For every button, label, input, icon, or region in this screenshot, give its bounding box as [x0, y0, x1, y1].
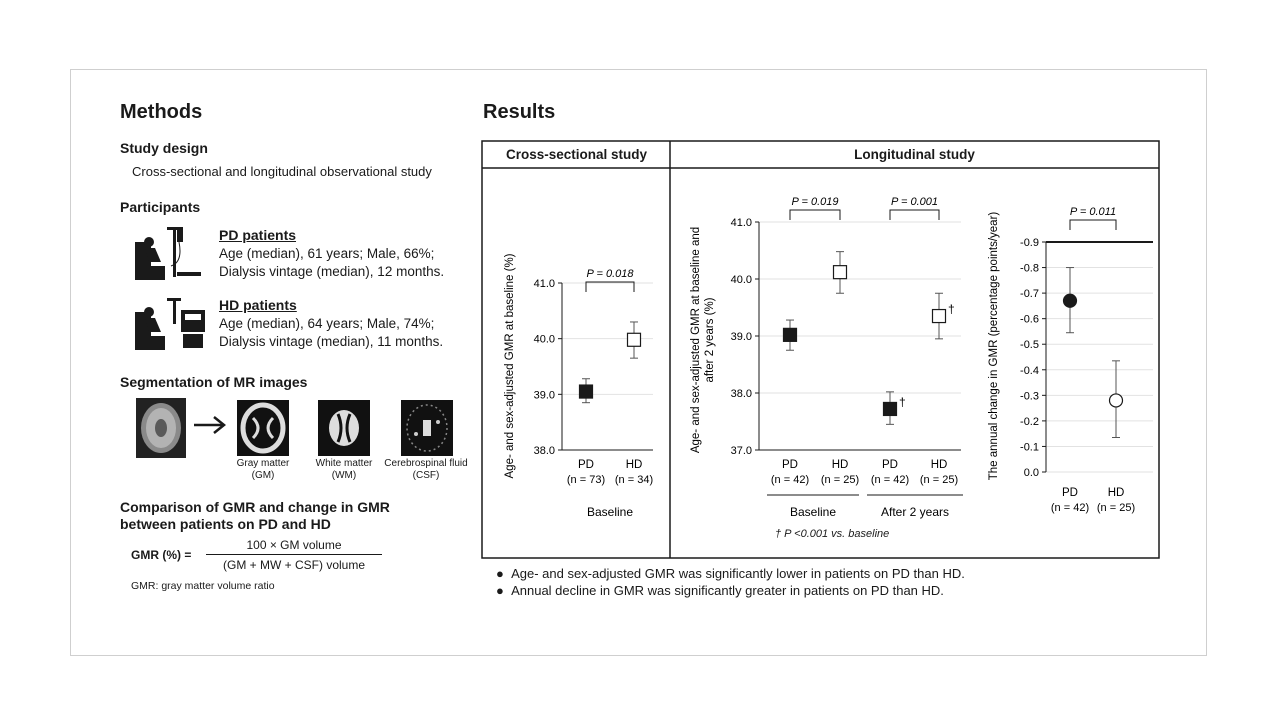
mr-brain-image	[136, 398, 186, 458]
c1-tick-label-3: 41.0	[533, 278, 555, 290]
c2-dagger-3: †	[948, 302, 955, 317]
cross-sectional-header: Cross-sectional study	[505, 147, 648, 162]
c2-group-3-n: (n = 25)	[919, 474, 959, 486]
c3-tick-label-8: -0.8	[1020, 262, 1039, 275]
c3-group-0-n: (n = 42)	[1050, 502, 1090, 514]
pd-line1: Age (median), 61 years; Male, 66%;	[219, 246, 435, 261]
c1-group-1-label: HD	[625, 459, 643, 471]
c3-group-0-label: PD	[1062, 487, 1078, 499]
comparison-heading-1: Comparison of GMR and change in GMR	[120, 499, 390, 515]
study-design-heading: Study design	[120, 140, 208, 156]
c3-tick-label-7: -0.7	[1020, 288, 1039, 301]
formula-lhs: GMR (%) =	[131, 548, 192, 562]
c2-tick-label-0: 37.0	[730, 445, 752, 457]
c2-tick-label-4: 41.0	[730, 217, 752, 229]
c2-bracket-baseline-label: P = 0.019	[791, 196, 839, 208]
arrow-right-icon	[192, 413, 228, 437]
c2-point-0	[784, 328, 797, 341]
c1-point-1	[628, 333, 641, 346]
gm-label-1: Gray matter	[236, 458, 290, 469]
hd-patient-icon	[133, 294, 213, 352]
c2-ylabel-2: after 2 years (%)	[704, 297, 716, 383]
chart-cross-sectional	[483, 170, 669, 555]
longitudinal-header: Longitudinal study	[854, 147, 975, 162]
c1-tick-label-0: 38.0	[533, 445, 555, 457]
gm-label-2: (GM)	[251, 470, 275, 481]
c2-dagger-2: †	[899, 394, 906, 409]
wm-label	[308, 458, 380, 482]
c1-tick-label-1: 39.0	[533, 389, 555, 402]
c3-tick-label-4: -0.4	[1020, 364, 1039, 377]
c1-ylabel: Age- and sex-adjusted GMR at baseline (%)	[504, 253, 516, 479]
c3-tick-label-5: -0.5	[1020, 339, 1039, 352]
segmentation-heading: Segmentation of MR images	[120, 374, 308, 390]
dagger-note: † P <0.001 vs. baseline	[775, 528, 890, 540]
gm-label	[228, 458, 298, 482]
bullet-2-text: Annual decline in GMR was significantly greater in patients on PD than HD.	[511, 583, 944, 598]
c2-ylabel-1: Age- and sex-adjusted GMR at baseline and	[690, 226, 702, 454]
c3-point-0	[1064, 294, 1077, 307]
c2-group-0-label: PD	[782, 459, 798, 471]
bullet-2	[496, 583, 944, 598]
participants-heading: Participants	[120, 199, 201, 215]
study-design-text: Cross-sectional and longitudinal observational study	[132, 164, 432, 179]
hd-line2: Dialysis vintage (median), 11 months.	[219, 334, 444, 349]
bullet-1	[496, 566, 965, 581]
c3-point-1	[1110, 394, 1123, 407]
c2-group-0-n: (n = 42)	[770, 474, 810, 486]
c3-tick-label-9: -0.9	[1020, 237, 1039, 249]
c2-group-2-n: (n = 42)	[870, 474, 910, 486]
wm-label-2: (WM)	[331, 470, 357, 481]
c2-tick-label-3: 40.0	[730, 274, 752, 286]
c2-bracket-after	[890, 210, 939, 220]
c1-bracket-label: P = 0.018	[586, 268, 634, 280]
c2-bracket-baseline	[790, 210, 840, 220]
formula-line	[206, 554, 382, 555]
methods-title: Methods	[120, 101, 203, 123]
bullet-1-dot: ●	[496, 566, 512, 581]
c3-tick-label-3: -0.3	[1020, 390, 1039, 403]
gm-image	[237, 400, 289, 456]
formula-denominator: (GM + MW + CSF) volume	[222, 558, 365, 572]
csf-image	[401, 400, 453, 456]
c3-tick-label-6: -0.6	[1020, 313, 1039, 326]
c3-group-1-n: (n = 25)	[1096, 502, 1136, 514]
c2-group-3-label: HD	[930, 459, 948, 471]
pd-patients-title: PD patients	[219, 227, 297, 243]
c2-point-1	[834, 266, 847, 279]
c1-group-1-n: (n = 34)	[614, 474, 654, 486]
after2y-group-label: After 2 years	[880, 505, 950, 519]
gmr-note: GMR: gray matter volume ratio	[131, 580, 275, 592]
formula-numerator: 100 × GM volume	[246, 538, 342, 552]
c2-group-1-n: (n = 25)	[820, 474, 860, 486]
c1-group-0-label: PD	[578, 459, 594, 471]
c1-group-0-n: (n = 73)	[566, 474, 606, 486]
c2-point-2	[884, 402, 897, 415]
comparison-heading-2: between patients on PD and HD	[120, 516, 331, 532]
wm-image	[318, 400, 370, 456]
chart-longitudinal	[671, 170, 971, 555]
wm-label-1: White matter	[315, 458, 373, 469]
hd-patients-title: HD patients	[219, 297, 297, 313]
c2-bracket-after-label: P = 0.001	[891, 196, 938, 208]
c3-tick-label-1: -0.1	[1020, 441, 1039, 454]
bullet-2-dot: ●	[496, 583, 512, 598]
c2-tick-label-2: 39.0	[730, 331, 752, 343]
c3-ylabel: The annual change in GMR (percentage points/year)	[988, 211, 1000, 481]
pd-patient-icon	[133, 222, 207, 282]
csf-label	[378, 458, 474, 482]
c3-bracket	[1070, 220, 1116, 230]
hd-line1: Age (median), 64 years; Male, 74%;	[219, 316, 435, 331]
baseline-group-label: Baseline	[789, 505, 837, 519]
c3-group-1-label: HD	[1107, 487, 1125, 499]
c1-point-0	[580, 385, 593, 398]
csf-label-2: (CSF)	[412, 470, 440, 481]
c3-tick-label-2: -0.2	[1020, 415, 1039, 428]
chart-annual-change	[985, 170, 1157, 555]
csf-label-1: Cerebrospinal fluid	[384, 458, 468, 469]
c2-tick-label-1: 38.0	[730, 388, 752, 400]
pd-line2: Dialysis vintage (median), 12 months.	[219, 264, 445, 279]
c3-tick-label-0: 0.0	[1023, 467, 1039, 479]
c2-point-3	[933, 310, 946, 323]
c2-group-2-label: PD	[882, 459, 898, 471]
bullet-1-text: Age- and sex-adjusted GMR was significantly lower in patients on PD than HD.	[511, 566, 965, 581]
c1-xlabel: Baseline	[586, 505, 634, 519]
c1-tick-label-2: 40.0	[533, 333, 555, 346]
c2-group-1-label: HD	[831, 459, 849, 471]
c3-bracket-label: P = 0.011	[1069, 206, 1117, 218]
results-title: Results	[483, 101, 556, 123]
